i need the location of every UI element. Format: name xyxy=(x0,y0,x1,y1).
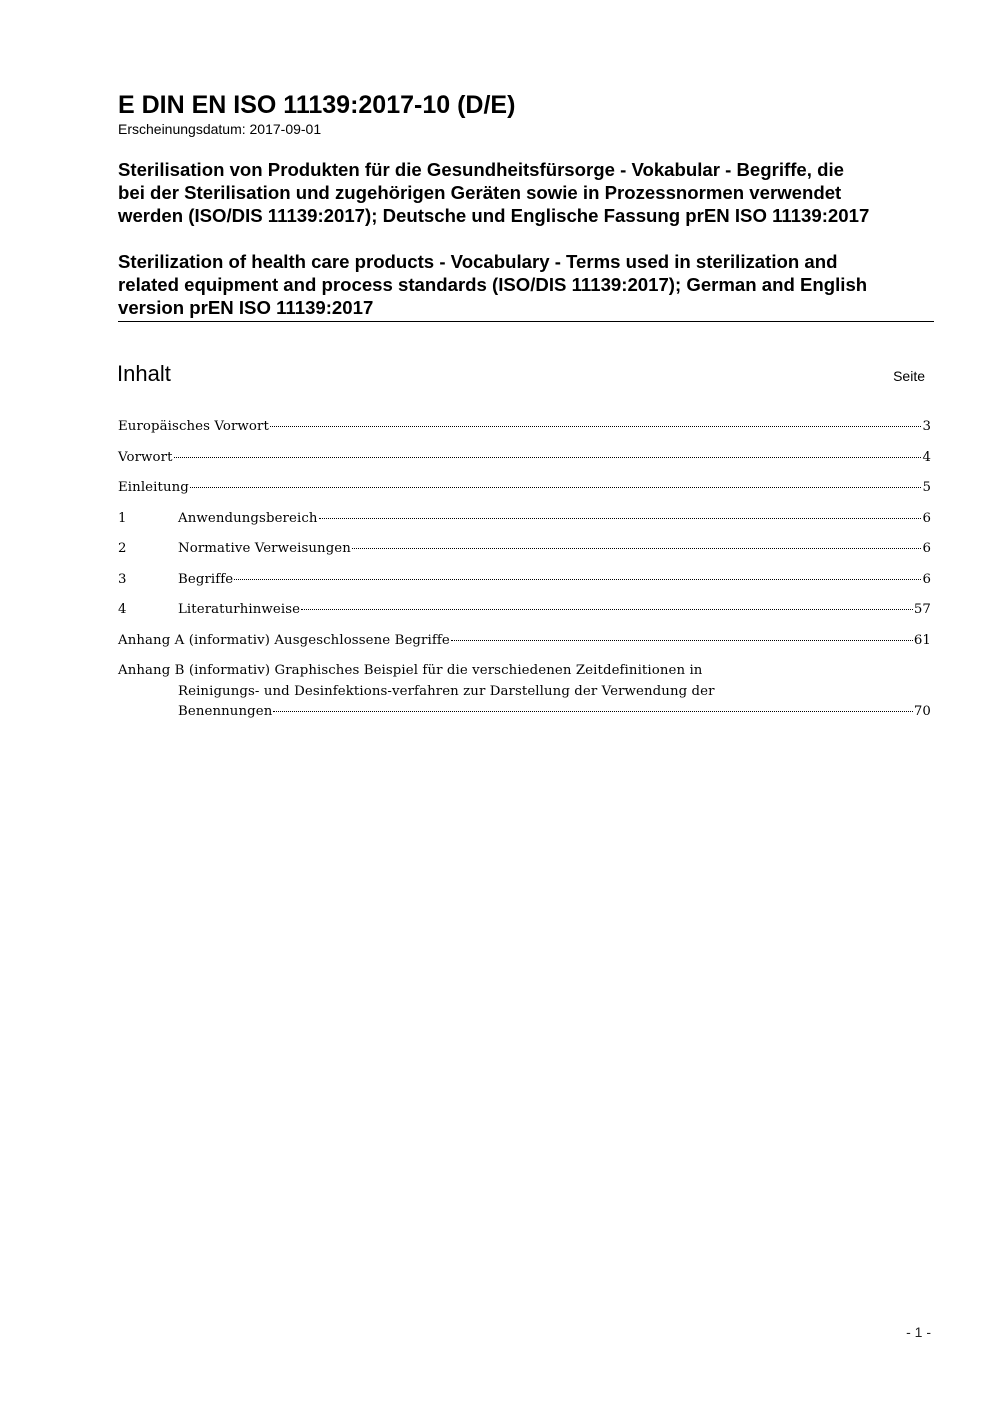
toc-entry-last-line xyxy=(118,702,931,723)
title-german xyxy=(118,158,940,227)
toc-leader xyxy=(190,487,922,488)
toc-entry-page: 5 xyxy=(922,480,931,495)
title-english-line: related equipment and process standards (ISO/DIS 11139:2017); German and English xyxy=(118,274,868,295)
title-divider xyxy=(118,321,934,322)
toc-leader xyxy=(451,640,913,641)
toc-entry-page: 6 xyxy=(922,571,931,587)
toc-leader xyxy=(174,457,922,458)
toc-leader xyxy=(352,548,921,549)
toc-entry-number: 1 xyxy=(118,510,127,526)
toc-entry-label: Europäisches Vorwort xyxy=(118,419,269,434)
toc-entry-scope[interactable] xyxy=(118,507,931,538)
toc-leader xyxy=(273,711,913,712)
toc-entry-label: Normative Verweisungen xyxy=(178,541,351,556)
toc-entry-page: 70 xyxy=(913,704,931,719)
toc-entry-label: Literaturhinweise xyxy=(178,602,301,617)
title-german-line: werden (ISO/DIS 11139:2017); Deutsche und Englische Fassung prEN ISO 11139:2017 xyxy=(118,205,870,226)
page-number: - 1 - xyxy=(906,1324,931,1340)
toc-entry-terms[interactable] xyxy=(118,568,931,599)
toc-entry-page: 3 xyxy=(922,419,931,434)
toc-entry-number: 3 xyxy=(118,571,127,587)
toc-entry-bibliography[interactable] xyxy=(118,598,931,629)
toc-entry-label: Begriffe xyxy=(178,571,234,587)
title-english-line: Sterilization of health care products - Vocabulary - Terms used in sterilization and xyxy=(118,251,838,272)
toc-entry-introduction[interactable] xyxy=(118,476,931,507)
toc-entry-page: 6 xyxy=(922,541,931,556)
publication-date: Erscheinungsdatum: 2017-09-01 xyxy=(118,121,322,137)
toc-leader xyxy=(234,579,921,580)
toc-entry-normative-references[interactable] xyxy=(118,537,931,568)
document-id: E DIN EN ISO 11139:2017-10 (D/E) xyxy=(118,91,516,119)
toc-entry-page: 61 xyxy=(913,632,931,648)
toc-entry-page: 6 xyxy=(922,510,931,526)
title-english xyxy=(118,250,940,319)
toc-entry-foreword[interactable] xyxy=(118,446,931,477)
toc-heading: Inhalt xyxy=(117,361,171,386)
toc-entry-label-continuation: Reinigungs- und Desinfektions-verfahren zur Darstellung der Verwendung der xyxy=(178,683,715,699)
toc-entry-european-foreword[interactable] xyxy=(118,415,931,446)
toc-leader xyxy=(301,609,913,610)
table-of-contents xyxy=(118,415,931,723)
toc-entry-page: 57 xyxy=(913,602,931,617)
toc-entry-label: Anhang B (informativ) Graphisches Beispiel für die verschiedenen Zeitdefinitionen in xyxy=(118,663,703,678)
toc-entry-label: Anwendungsbereich xyxy=(178,510,318,526)
toc-leader xyxy=(319,518,922,519)
toc-entry-label-continuation: Benennungen xyxy=(178,704,273,719)
toc-entry-page: 4 xyxy=(922,449,931,465)
toc-page-label: Seite xyxy=(893,368,925,384)
toc-entry-number: 2 xyxy=(118,541,127,556)
toc-leader xyxy=(270,426,922,427)
title-german-line: bei der Sterilisation und zugehörigen Geräten sowie in Prozessnormen verwendet xyxy=(118,182,842,203)
toc-entry-label: Anhang A (informativ) Ausgeschlossene Begriffe xyxy=(118,632,450,648)
title-german-line: Sterilisation von Produkten für die Gesundheitsfürsorge - Vokabular - Begriffe, die xyxy=(118,159,844,180)
toc-entry-number: 4 xyxy=(118,602,127,617)
title-english-line: version prEN ISO 11139:2017 xyxy=(118,297,374,318)
toc-entry-label: Einleitung xyxy=(118,480,189,495)
toc-entry-annex-b[interactable] xyxy=(118,661,931,723)
toc-entry-annex-a[interactable] xyxy=(118,629,931,660)
toc-entry-label: Vorwort xyxy=(118,449,173,465)
